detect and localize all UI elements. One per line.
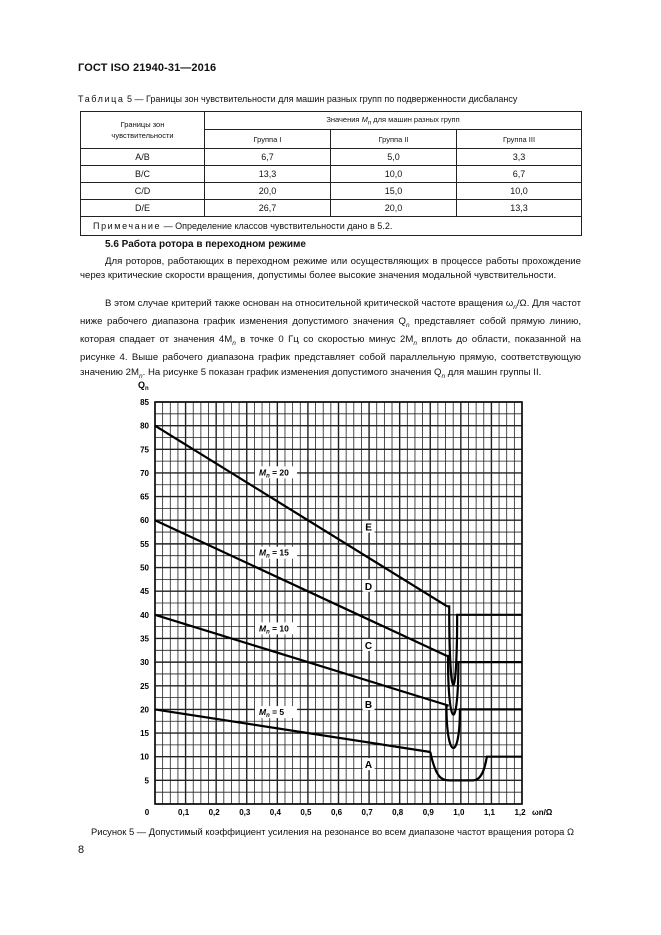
- series-slope-line: [155, 615, 449, 706]
- table-row: D/E 26,7 20,0 13,3: [81, 200, 582, 217]
- series-label-subscript: n: [266, 713, 270, 720]
- x-tick-label: 0,4: [269, 808, 281, 817]
- x-tick-label: 0,8: [392, 808, 404, 817]
- y-tick-label: 45: [140, 587, 149, 597]
- y-tick-label: 35: [140, 634, 149, 644]
- col-header-group-1: Группа I: [205, 130, 331, 149]
- table-caption-text: 5 — Границы зон чувствительности для машин разных групп по подверженности дисбалансу: [127, 94, 518, 104]
- series-label: $M_n = 10$: [258, 623, 289, 636]
- x-tick-label: 0,7: [361, 808, 373, 817]
- document-header: ГОСТ ISO 21940-31—2016: [78, 62, 217, 74]
- x-tick-label: 0,6: [330, 808, 343, 817]
- col-header-zone-bounds: Границы зон чувствительности: [81, 112, 205, 149]
- x-tick-label: 0,2: [208, 808, 220, 817]
- col-header-group-3: Группа III: [457, 130, 582, 149]
- series-label: $M_n = 15$: [258, 547, 289, 560]
- y-tick-label: 50: [140, 563, 149, 573]
- series-label-subscript: n: [266, 553, 270, 560]
- chart-grid: [155, 402, 522, 804]
- zone-label: D: [364, 581, 373, 593]
- x-tick-label: 0,9: [422, 808, 434, 817]
- figure-caption: Рисунок 5 — Допустимый коэффициент усиления на резонансе во всем диапазоне частот вращения ротора Ω: [91, 826, 574, 837]
- series-label-value: = 15: [269, 547, 289, 558]
- y-axis-label-subscript: n: [145, 386, 149, 392]
- series-label: $M_n = 20$: [258, 467, 289, 480]
- y-tick-label: 40: [140, 610, 149, 620]
- y-tick-label: 5: [144, 776, 149, 786]
- table-row: C/D 20,0 15,0 10,0: [81, 183, 582, 200]
- y-tick-label: 70: [140, 468, 149, 478]
- x-tick-label: 1,1: [483, 808, 495, 817]
- chart-labels: [138, 380, 553, 817]
- section-title: 5.6 Работа ротора в переходном режиме: [105, 239, 306, 250]
- zone-label: C: [364, 640, 373, 652]
- series-label-subscript: n: [266, 473, 270, 480]
- series-label-subscript: n: [266, 629, 270, 636]
- y-tick-label: 30: [140, 658, 149, 668]
- zone-label: A: [364, 760, 373, 772]
- y-tick-label: 25: [140, 681, 149, 691]
- x-axis-label: ωn/Ω: [532, 808, 553, 817]
- y-tick-label: 60: [140, 516, 149, 526]
- y-tick-label: 75: [140, 445, 149, 455]
- x-tick-label: 0,3: [239, 808, 251, 817]
- table-note: Примечание — Определение классов чувствительности дано в 5.2.: [81, 217, 582, 236]
- y-tick-label: 85: [140, 398, 149, 407]
- y-tick-label: 65: [140, 492, 149, 502]
- x-tick-label: 1,0: [453, 808, 465, 817]
- col-header-values: Значения $M_n$ для машин разных групп: [205, 112, 582, 130]
- table-row: A/B 6,7 5,0 3,3: [81, 149, 582, 166]
- series-resonance-curve: [446, 706, 522, 748]
- x-tick-label: 0,5: [300, 808, 312, 817]
- zone-label: E: [365, 522, 372, 534]
- y-tick-label: 80: [140, 421, 149, 431]
- y-tick-label: 15: [140, 729, 149, 739]
- y-tick-label: 55: [140, 539, 149, 549]
- series-label-value: = 10: [269, 623, 289, 634]
- x-tick-label: 0,1: [178, 808, 190, 817]
- paragraph-2: В этом случае критерий также основан на относительной критической частоте вращения $\omega_n/\Omega$. Для частот ниже рабочего диапазона график изменения допустимого значения $Q_n$ представляет собой прямую линию, которая спадает от значения $4M_n$ в точке 0 Гц со скоростью минус $2M_n$ вплоть до области, показанной на рисунке 4. Выше рабочего диапазона график представляет собой параллельную прямую, соответствующую значению $2M_n$. На рисунке 5 показан график изменения допустимого значения $Q_n$ для машин группы II.: [80, 298, 582, 380]
- x-tick-label: 1,2: [514, 808, 526, 817]
- zone-label: B: [364, 700, 373, 712]
- series-slope-line: [155, 520, 447, 656]
- series-label: $M_n = 5$: [258, 707, 285, 720]
- series-label-value: = 20: [269, 467, 289, 478]
- y-tick-label: 20: [140, 705, 149, 715]
- y-tick-label: 10: [140, 752, 149, 762]
- x-tick-label: 0: [144, 808, 150, 817]
- series-label-value: = 5: [269, 707, 285, 718]
- paragraph-1: Для роторов, работающих в переходном режиме или осуществляющих в процессе работы прохождение через критические скорости вращения, допустимы более высокие значения модальной чувствительности.: [80, 256, 581, 282]
- y-axis-label: $Q_n$: [138, 380, 149, 392]
- table-row: B/C 13,3 10,0 6,7: [81, 166, 582, 183]
- page-number: 8: [78, 844, 85, 856]
- col-header-group-2: Группа II: [331, 130, 457, 149]
- table-caption-prefix: Таблица: [78, 94, 125, 104]
